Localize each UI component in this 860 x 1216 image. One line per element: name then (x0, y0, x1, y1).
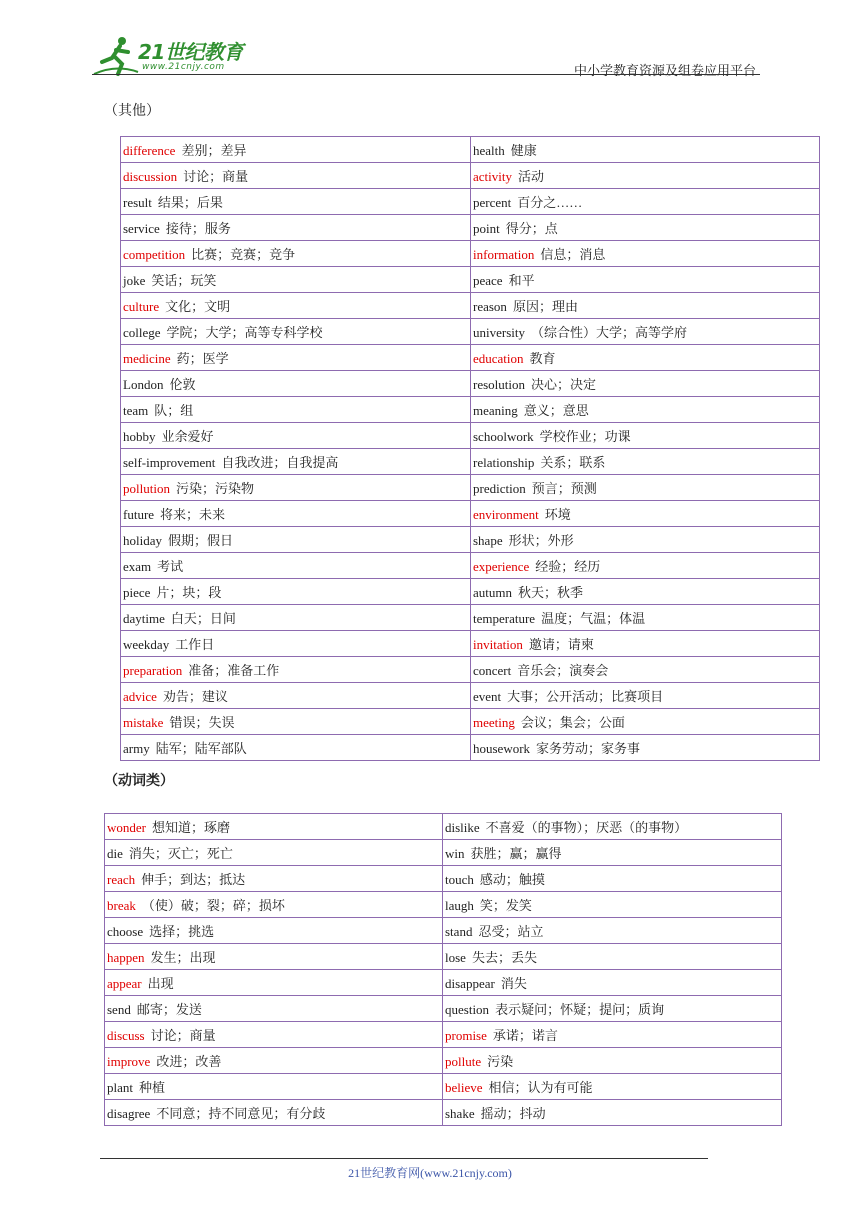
vocab-definition: 原因；理由 (512, 299, 578, 314)
vocab-definition: 意义；意思 (523, 403, 589, 418)
vocab-word: information (473, 247, 535, 262)
vocab-definition: 差别；差异 (181, 143, 247, 158)
vocab-word: team (123, 403, 149, 418)
vocab-word: preparation (123, 663, 183, 678)
table-cell (471, 605, 820, 631)
table-row (121, 423, 820, 449)
site-name: 中小学教育资源及组卷应用平台 (573, 63, 756, 78)
table-row (121, 397, 820, 423)
vocab-definition: 伦敦 (169, 377, 196, 392)
vocab-definition: 污染 (487, 1054, 514, 1069)
table-cell (471, 397, 820, 423)
vocab-word: plant (107, 1080, 133, 1095)
table-row (121, 501, 820, 527)
table-row (105, 1022, 782, 1048)
vocab-word: mistake (123, 715, 164, 730)
vocab-definition: 消失；灭亡；死亡 (128, 846, 233, 861)
vocab-word: hobby (123, 429, 156, 444)
table-cell (121, 137, 471, 163)
table-cell (443, 1100, 782, 1126)
table-cell (121, 293, 471, 319)
table-cell (443, 1022, 782, 1048)
runner-logo-icon (92, 34, 140, 78)
vocab-definition: 和平 (508, 273, 535, 288)
vocab-definition: 决心；决定 (531, 377, 597, 392)
vocab-definition: 自我改进；自我提高 (221, 455, 339, 470)
footer-divider (100, 1158, 708, 1159)
vocab-word: lose (445, 950, 466, 965)
table-cell (121, 267, 471, 293)
vocab-word: college (123, 325, 161, 340)
vocab-definition: 接待；服务 (165, 221, 231, 236)
vocab-definition: 出现 (147, 976, 174, 991)
table-cell (121, 345, 471, 371)
table-cell (471, 501, 820, 527)
table-cell (471, 371, 820, 397)
vocab-word: relationship (473, 455, 535, 470)
table-cell (105, 892, 443, 918)
table-cell (471, 553, 820, 579)
table-cell (471, 189, 820, 215)
table-row (121, 735, 820, 761)
table-cell (105, 1100, 443, 1126)
vocab-word: promise (445, 1028, 487, 1043)
vocab-definition: 发生；出现 (150, 950, 216, 965)
vocab-definition: 预言；预测 (531, 481, 597, 496)
table-row (121, 319, 820, 345)
vocab-word: piece (123, 585, 151, 600)
vocab-definition: 环境 (544, 507, 571, 522)
table-cell (121, 449, 471, 475)
vocab-definition: 温度；气温；体温 (541, 611, 646, 626)
vocab-word: concert (473, 663, 512, 678)
table-cell (471, 579, 820, 605)
vocab-definition: 得分；点 (505, 221, 558, 236)
vocab-definition: 讨论；商量 (183, 169, 249, 184)
table-row (121, 683, 820, 709)
vocab-definition: 形状；外形 (508, 533, 574, 548)
vocab-word: appear (107, 976, 142, 991)
vocab-definition: 忍受；站立 (478, 924, 544, 939)
table-cell (121, 319, 471, 345)
table-cell (105, 970, 443, 996)
table-row (105, 1100, 782, 1126)
table-cell (471, 137, 820, 163)
table-row (121, 579, 820, 605)
table-row (121, 709, 820, 735)
vocab-definition: 感动；触摸 (479, 872, 545, 887)
table-row (121, 267, 820, 293)
vocab-word: difference (123, 143, 176, 158)
table-cell (121, 189, 471, 215)
vocab-definition: 讨论；商量 (150, 1028, 216, 1043)
vocab-word: disappear (445, 976, 495, 991)
vocab-word: schoolwork (473, 429, 534, 444)
vocab-word: dislike (445, 820, 480, 835)
table-cell (471, 241, 820, 267)
vocab-word: choose (107, 924, 144, 939)
vocab-definition: 健康 (510, 143, 537, 158)
table-cell (121, 215, 471, 241)
others-vocab-table (120, 136, 820, 761)
vocab-definition: 活动 (518, 169, 545, 184)
table-cell (105, 944, 443, 970)
vocab-definition: 相信；认为有可能 (488, 1080, 593, 1095)
vocab-definition: 摇动；抖动 (480, 1106, 546, 1121)
table-cell (443, 892, 782, 918)
table-cell (443, 996, 782, 1022)
vocab-word: health (473, 143, 505, 158)
vocab-word: temperature (473, 611, 536, 626)
table-cell (121, 371, 471, 397)
verbs-vocab-table (104, 813, 782, 1126)
table-cell (471, 709, 820, 735)
vocab-word: pollution (123, 481, 170, 496)
vocab-definition: 教育 (529, 351, 556, 366)
vocab-definition: （使）破；裂；碎；损坏 (141, 898, 285, 913)
table-cell (443, 814, 782, 840)
vocab-word: question (445, 1002, 490, 1017)
vocab-word: discuss (107, 1028, 145, 1043)
table-cell (443, 866, 782, 892)
vocab-word: point (473, 221, 500, 236)
table-cell (471, 293, 820, 319)
vocab-definition: 邮寄；发送 (136, 1002, 202, 1017)
vocab-word: medicine (123, 351, 171, 366)
vocab-word: activity (473, 169, 512, 184)
table-cell (121, 657, 471, 683)
table-row (121, 631, 820, 657)
table-row (121, 293, 820, 319)
table-row (121, 241, 820, 267)
vocab-word: reason (473, 299, 507, 314)
table-row (121, 371, 820, 397)
vocab-definition: 不同意；持不同意见；有分歧 (156, 1106, 326, 1121)
table-cell (121, 527, 471, 553)
table-cell (471, 683, 820, 709)
table-cell (121, 683, 471, 709)
vocab-word: weekday (123, 637, 170, 652)
vocab-word: joke (123, 273, 146, 288)
vocab-word: service (123, 221, 160, 236)
table-cell (443, 1048, 782, 1074)
table-cell (121, 631, 471, 657)
vocab-definition: 文化；文明 (165, 299, 231, 314)
table-row (105, 970, 782, 996)
vocab-definition: 大事；公开活动；比赛项目 (507, 689, 664, 704)
table-cell (121, 553, 471, 579)
table-cell (121, 163, 471, 189)
vocab-word: event (473, 689, 502, 704)
table-cell (121, 709, 471, 735)
table-row (105, 944, 782, 970)
vocab-definition: 学校作业；功课 (539, 429, 631, 444)
vocab-word: daytime (123, 611, 165, 626)
vocab-word: resolution (473, 377, 525, 392)
vocab-definition: 队；组 (154, 403, 194, 418)
page-header (92, 28, 760, 78)
table-cell (471, 267, 820, 293)
vocab-definition: 错误；失误 (169, 715, 235, 730)
vocab-definition: 结果；后果 (157, 195, 223, 210)
vocab-definition: 准备；准备工作 (188, 663, 280, 678)
vocab-word: meeting (473, 715, 515, 730)
table-row (121, 553, 820, 579)
table-cell (471, 631, 820, 657)
logo-text: 21世纪教育 (138, 40, 243, 64)
vocab-definition: 百分之…… (517, 195, 583, 210)
table-row (105, 892, 782, 918)
vocab-word: discussion (123, 169, 178, 184)
vocab-definition: 邀请；请柬 (528, 637, 594, 652)
vocab-definition: 不喜爱（的事物）；厌恶（的事物） (485, 820, 688, 835)
vocab-word: win (445, 846, 465, 861)
vocab-word: percent (473, 195, 512, 210)
vocab-definition: 会议；集会；公面 (520, 715, 625, 730)
section-label-verbs: （动词类） (104, 773, 174, 789)
vocab-word: meaning (473, 403, 518, 418)
vocab-definition: 片；块；段 (156, 585, 222, 600)
table-row (105, 866, 782, 892)
table-row (105, 1074, 782, 1100)
table-cell (471, 423, 820, 449)
vocab-definition: 经验；经历 (535, 559, 601, 574)
vocab-word: disagree (107, 1106, 151, 1121)
vocab-word: holiday (123, 533, 162, 548)
table-cell (471, 319, 820, 345)
vocab-word: laugh (445, 898, 474, 913)
vocab-definition: 失去；丢失 (471, 950, 537, 965)
vocab-definition: 选择；挑选 (149, 924, 215, 939)
table-cell (105, 918, 443, 944)
table-cell (121, 423, 471, 449)
vocab-definition: 业余爱好 (161, 429, 214, 444)
vocab-definition: 想知道；琢磨 (152, 820, 231, 835)
table-cell (121, 735, 471, 761)
table-cell (105, 1048, 443, 1074)
vocab-definition: 伸手；到达；抵达 (141, 872, 246, 887)
vocab-word: autumn (473, 585, 512, 600)
table-cell (105, 996, 443, 1022)
table-cell (121, 605, 471, 631)
vocab-word: invitation (473, 637, 523, 652)
table-cell (121, 501, 471, 527)
table-row (105, 814, 782, 840)
table-row (121, 137, 820, 163)
site-logo (92, 34, 262, 78)
table-cell (443, 918, 782, 944)
table-row (121, 605, 820, 631)
logo-url: www.21cnjy.com (142, 62, 225, 72)
table-cell (471, 475, 820, 501)
vocab-word: experience (473, 559, 530, 574)
table-row (121, 475, 820, 501)
vocab-word: send (107, 1002, 131, 1017)
vocab-word: happen (107, 950, 145, 965)
vocab-definition: 污染；污染物 (175, 481, 254, 496)
vocab-definition: 将来；未来 (160, 507, 226, 522)
vocab-definition: 白天；日间 (170, 611, 236, 626)
section-label-others: （其他） (104, 104, 160, 119)
table-cell (471, 345, 820, 371)
vocab-definition: 音乐会；演奏会 (517, 663, 609, 678)
table-cell (443, 970, 782, 996)
vocab-word: university (473, 325, 525, 340)
vocab-word: die (107, 846, 123, 861)
table-row (105, 918, 782, 944)
vocab-word: improve (107, 1054, 151, 1069)
vocab-definition: 关系；联系 (540, 455, 606, 470)
vocab-definition: 比赛；竞赛；竞争 (191, 247, 296, 262)
vocab-word: believe (445, 1080, 483, 1095)
header-divider (92, 74, 760, 75)
vocab-word: competition (123, 247, 186, 262)
vocab-definition: 笑话；玩笑 (151, 273, 217, 288)
table-cell (105, 840, 443, 866)
table-row (121, 215, 820, 241)
vocab-word: pollute (445, 1054, 482, 1069)
vocab-definition: 秋天；秋季 (518, 585, 584, 600)
table-cell (471, 657, 820, 683)
table-row (121, 189, 820, 215)
vocab-word: result (123, 195, 152, 210)
vocab-word: reach (107, 872, 136, 887)
table-cell (121, 475, 471, 501)
vocab-word: education (473, 351, 524, 366)
vocab-word: shape (473, 533, 503, 548)
vocab-word: army (123, 741, 150, 756)
vocab-definition: 考试 (157, 559, 184, 574)
vocab-word: housework (473, 741, 531, 756)
table-cell (443, 1074, 782, 1100)
vocab-word: future (123, 507, 155, 522)
table-row (105, 1048, 782, 1074)
vocab-word: wonder (107, 820, 146, 835)
vocab-word: exam (123, 559, 152, 574)
vocab-definition: 笑；发笑 (479, 898, 532, 913)
vocab-definition: 消失 (500, 976, 527, 991)
vocab-definition: 种植 (139, 1080, 166, 1095)
vocab-definition: 改进；改善 (156, 1054, 222, 1069)
table-cell (443, 840, 782, 866)
table-cell (471, 163, 820, 189)
table-row (121, 657, 820, 683)
vocab-definition: 家务劳动；家务事 (536, 741, 641, 756)
table-row (105, 996, 782, 1022)
vocab-word: peace (473, 273, 503, 288)
table-cell (471, 527, 820, 553)
table-cell (121, 241, 471, 267)
table-cell (105, 814, 443, 840)
vocab-definition: 陆军；陆军部队 (155, 741, 247, 756)
vocab-word: culture (123, 299, 160, 314)
vocab-definition: （综合性）大学；高等学府 (531, 325, 688, 340)
table-row (105, 840, 782, 866)
vocab-word: break (107, 898, 136, 913)
vocab-definition: 获胜；赢；赢得 (470, 846, 562, 861)
table-cell (471, 735, 820, 761)
table-cell (471, 449, 820, 475)
vocab-definition: 学院；大学；高等专科学校 (166, 325, 323, 340)
vocab-word: London (123, 377, 164, 392)
table-row (121, 345, 820, 371)
table-cell (443, 944, 782, 970)
vocab-word: shake (445, 1106, 475, 1121)
table-cell (471, 215, 820, 241)
table-cell (121, 579, 471, 605)
table-cell (105, 866, 443, 892)
footer-text: 21世纪教育网(www.21cnjy.com) (348, 1166, 512, 1180)
vocab-word: advice (123, 689, 157, 704)
table-cell (105, 1022, 443, 1048)
vocab-word: stand (445, 924, 473, 939)
vocab-definition: 假期；假日 (168, 533, 234, 548)
vocab-definition: 表示疑问；怀疑；提问；质询 (495, 1002, 665, 1017)
vocab-definition: 药；医学 (176, 351, 229, 366)
vocab-definition: 工作日 (175, 637, 215, 652)
vocab-definition: 信息；消息 (540, 247, 606, 262)
table-row (121, 163, 820, 189)
table-cell (121, 397, 471, 423)
vocab-word: environment (473, 507, 539, 522)
table-row (121, 527, 820, 553)
vocab-definition: 劝告；建议 (162, 689, 228, 704)
vocab-word: touch (445, 872, 474, 887)
vocab-word: prediction (473, 481, 526, 496)
vocab-definition: 承诺；诺言 (492, 1028, 558, 1043)
table-cell (105, 1074, 443, 1100)
table-row (121, 449, 820, 475)
vocab-word: self-improvement (123, 455, 216, 470)
